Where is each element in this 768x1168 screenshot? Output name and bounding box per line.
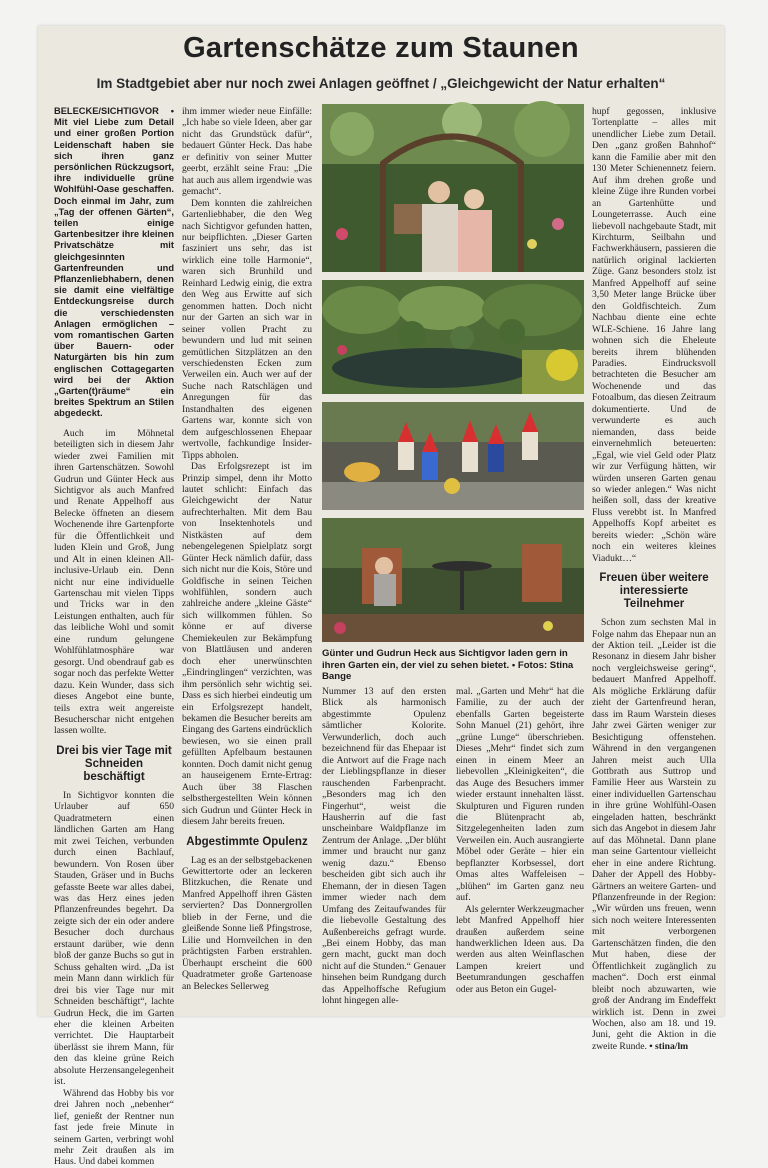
photo-couple-arbor	[322, 104, 584, 272]
photo-garden-gnomes	[322, 402, 584, 510]
body-paragraph: In Sichtigvor konnten die Urlauber auf 650 Quadratmetern einen ländlichen Garten am Hang mit zwei Teichen, verbunden durch einen Bachlauf, bewundern. Von Rosen über Stauden, Gräser und in Buchs gefasste Beete war alles dabei, was das Herz eines jeden Pflanzenfreundes begehrt. Da zeigte sich der ein oder andere Besucher doch durchaus erstaunt darüber, wie denn bloß der ganze Buchs so gut in Schuss gehalten wird. „Da ist mein Mann dann wirklich für drei bis vier Tage nur mit Schneiden beschäftigt“, lachte Gudrun Heck, die im Garten eher die kleinen Arbeiten verrichtet. Die Hauptarbeit überlässt sie ihrem Mann, für den das kleine grüne Reich absolute Herzensangelegenheit ist.	[54, 789, 174, 1088]
subheadline: Im Stadtgebiet aber nur noch zwei Anlagen geöffnet / „Gleichgewicht der Natur erhalten“	[96, 76, 666, 91]
column-4	[456, 686, 584, 995]
lead-body: • Mit viel Liebe zum Detail und einer großen Portion Leidenschaft haben sie sich ihren ganz persönlichen Rückzugsort, ihre individuelle grüne Wohlfühl-Oase geschaffen. Doch einmal im Jahr, zum „Tag der offenen Gärten“, teilen einige Gartenbesitzer ihre kleinen Privatschätze mit gleichgesinnten Gartenfreunden und Pflanzenliebhabern, denen sie damit eine vielfältige Entdeckungsreise durch die verschiedensten Anlagen ermöglichen – vom romantischen Garten über Bauern- oder Naturgärten bis hin zum englischen Cottagegarten wird bei der Aktion „Garten(t)räume“ ein breites Spektrum an Stilen abgedeckt.	[54, 106, 174, 419]
column-5	[592, 106, 716, 1052]
couple-photo-graphic	[322, 104, 584, 272]
subheading-schneiden: Drei bis vier Tage mit Schneiden beschäftigt	[56, 744, 172, 783]
pond-photo-graphic	[322, 280, 584, 394]
subheading-teilnehmer: Freuen über weitere interessierte Teilnehmer	[599, 572, 709, 611]
author-signature: • stina/lm	[649, 1040, 689, 1052]
column-3	[322, 686, 446, 1007]
column-2	[182, 106, 312, 992]
newspaper-clipping	[38, 26, 724, 1168]
headline: Gartenschätze zum Staunen	[183, 32, 579, 64]
subheading-opulenz: Abgestimmte Opulenz	[186, 835, 308, 848]
body-paragraph: Dem konnten die zahlreichen Gartenliebhaber, die den Weg nach Sichtigvor gefunden hatten, nur beipflichten. „Dieser Garten fasziniert uns sehr, das ist wirklich eine tolle Harmonie“, waren sich Brunhild und Reinhard Ledwig einig, die extra den Weg aus Erwitte auf sich genommen hatten. Doch nicht nur der Garten an sich war in seiner vollen Pracht zu bewundern und lud mit seinen gemütlichen Sitzplätzen an den verschiedensten Ecken zum Verweilen ein. Auch wer auf der Suche nach Ratschlägen und Anregungen für das Instandhalten des eigenen Gartens war, konnte sich von dem aufgeschlossenen Ehepaar wertvolle, fachkundige Insider-Tipps abholen.	[182, 197, 312, 461]
dateline: BELECKE/SICHTIGVOR	[54, 106, 159, 116]
body-text: Schon zum sechsten Mal in Folge nahm das Ehepaar nun an der Aktion teil. „Leider ist die Resonanz in diesem Jahr bisher noch vergleichsweise gering“, bedauert Manfred Appelhoff. Als mögliche Erklärung dafür zieht der Gartenfreund heran, dass im Raum Warstein dieses Jahr zwei Gärten weniger zur Besichtigung offenstehen. Während in den vergangenen Jahren meist auch Ulla Gottbrath aus Suttrop und Familie Heer aus Warstein zu einer individuellen Gartenschau in ihre grüne Wohlfühl-Oasen eingeladen hatten, beschränkt sich das Angebot in diesem Jahr auf das Möhnetal. Dann plane man seine Gartentour vielleicht eher in eine andere Richtung. Daher der Appell des Hobby-Gärtners an weitere Garten- und Pflanzenfreunde in der Region: „Wir würden uns freuen, wenn sich noch weitere Interessenten mit verborgenen Gartenschätzen finden, die den Mut haben, diese der Öffentlichkeit zugänglich zu machen“. Doch erst einmal bleibt noch abzuwarten, wie groß der Andrang im Endeffekt wirklich ist. Denn in zwei Wochen, also am 18. und 19. Juni, geht die Aktion in die zweite Runde.	[592, 617, 716, 1052]
body-paragraph: Während das Hobby bis vor drei Jahren noch „nebenher“ lief, genießt der Rentner nun fast jede freie Minute in seinem Garten, verbringt wohl mehr Zeit draußen als im Haus. Und dabei kommen	[54, 1087, 174, 1168]
body-paragraph: Auch im Möhnetal beteiligten sich in diesem Jahr wieder zwei Familien mit ihren Gartenschätzen. Sowohl Gudrun und Günter Heck aus Sichtigvor als auch Manfred und Renate Appelhoff aus Belecke öffneten an diesem Wochenende ihre Gartenpforte für die Öffentlichkeit und luden Klein und Groß, Jung und Alt in einen kleinen All-inclusive-Urlaub ein. Denn nicht nur eine individuelle Gartenschau mit vielen Tipps und Tricks war in den Leistungen enthalten, auch für das leibliche Wohl und somit eine rundum gelungene Wohlfühlatmosphäre war gesorgt. Und obendrauf gab es sogar noch das perfekte Wetter dazu. Kein Wunder, dass sich dieses Angebot eine bunte, teils extra weit angereiste Besucherschar nicht entgehen lassen wollte.	[54, 427, 174, 737]
photo-patio-seating	[322, 518, 584, 642]
body-paragraph: Das Erfolgsrezept ist im Prinzip simpel, denn ihr Motto lautet schlicht: Einfach das Gleichgewicht der Natur aufrechterhalten. Mit dem Bau von Insektenhotels und Nistkästen auf dem nebengelegenen Spielplatz sorgt Günter Heck nämlich dafür, dass sich nicht nur die Kois, Störe und Goldfische in seinen Teichen wohlfühlen, sondern auch zahlreiche andere „kleine Gäste“ sich willkommen fühlen. So könne er auf diverse Chemiekeulen zur Bekämpfung von Blattläusen und anderen doch eher unerwünschten „Eindringlingen“ verzichten, was ihm persönlich sehr wichtig sei. Dass es sich hierbei eindeutig um ein Erfolgsrezept handelt, bekamen die Besucher bereits am Eingang des Gartens eindrücklich bewiesen, wo sie einen prall gefüllten Apfelbaum bestaunen konnten. Doch damit nicht genug an hauseigenem Ernte-Ertrag: Auch über 38 Flaschen selbsthergestellten Wein können sich Gudrun und Günter Heck in diesem Jahr bereits freuen.	[182, 461, 312, 828]
body-paragraph: Lag es an der selbstgebackenen Gewittertorte oder an leckeren Blitzkuchen, die Renate und Manfred Appelhoff ihren Gästen servierten? Das Donnergrollen blieb in der Ferne, und die gleißende Sonne ließ Pfingstrose, Lilie und Hornveilchen in den prächtigsten Farben erstrahlen. Überhaupt erscheint die 600 Quadratmeter große Gartenoase an Beleckes Sellerweg	[182, 854, 312, 992]
patio-photo-graphic	[322, 518, 584, 642]
body-paragraph: mal. „Garten und Mehr“ hat die Familie, zu der auch der ebenfalls Garten begeisterte Sohn Manuel (21) gehört, ihre „grüne Lunge“ überschrieben. Dieses „Mehr“ findet sich zum einen in einem Meer an liebevollen „Kleinigkeiten“, die das Auge des Besuchers immer wieder erstaunt innehalten lässt. Skulpturen und Figuren runden die Blütenpracht ab, Sitzgelegenheiten laden zum Verweilen ein. Auch ausrangierte Möbel oder Geräte – hier ein bepflanzter Korbsessel, dort Omas altes Waffeleisen – „blühen“ im Garten ganz neu auf.	[456, 686, 584, 904]
lead-paragraph	[54, 106, 174, 420]
gnomes-photo-graphic	[322, 402, 584, 510]
body-paragraph	[592, 617, 716, 1052]
body-paragraph: Nummer 13 auf den ersten Blick als harmonisch abgestimmte Opulenz sämtlicher Kolorite. Verwunderlich, doch auch bezeichnend für das Ehepaar ist die Antwort auf die Frage nach der Lieblingspflanze in dieser rauschenden Farbenpracht. „Besonders mag ich den Fingerhut“, weist die Hausherrin auf die fast unscheinbare Waldpflanze im Zentrum der Anlage. „Der blüht immer und braucht nur ganz wenig dazu.“ Ebenso bescheiden gibt sich auch ihr Ehemann, der in diesen Tagen immer wieder nach dem Umfang des Zeitaufwandes für die liebevolle Gestaltung des Außenbereichs gefragt wurde. „Bei einem Hobby, das man gern macht, guckt man doch nicht auf die Stunden.“ Genauer hinsehen beim Rundgang durch das Appelhoffsche Refugium lohnt hingegen alle-	[322, 686, 446, 1007]
photo-pond-garden	[322, 280, 584, 394]
body-paragraph: ihm immer wieder neue Einfälle: „Ich habe so viele Ideen, aber gar nicht das Grundstück dafür“, bedauert Günter Heck. Das habe er definitiv von seiner Mutter geerbt, erzählt seine Frau: „Die hat auch aus allem irgendwie was gemacht“.	[182, 106, 312, 198]
photo-caption	[322, 648, 584, 683]
body-paragraph: hupf gegossen, inklusive Tortenplatte – alles mit unendlicher Liebe zum Detail. Den „ganz großen Bahnhof“ kann die Familie aber mit den 130 Meter Schienennetz feiern. Auf ihm drehen große und kleine Züge ihre Runden vorbei an Gartenhütte und Loungeterrasse. Auch eine liebevoll nachgebaute Stadt, mit Kirchturm, Seilbahn und Fachwerkhäusern, passieren die natürlich original lackierten Züge. Ganz besonders stolz ist Manfred Appelhoff auf seine 3,50 Meter lange Brücke über den Goldfischteich. Zum Nachbau diente eine echte WLE-Schiene. 16 Jahre lang wohnen sich die Eheleute bereits ihrem blühenden Paradies. Eindrucksvoll betrachteten die Besucher am Wochenende und das Fotoalbum, das diesen Zeitraum dokumentierte. Und de verwunderte es auch niemanden, dass beide einvernehmlich beteuerten: „Egal, wie viel Geld oder Platz wir zur Verfügung hätten, wir würden unseren Garten genau so wieder anlegen.“ Was nicht heißen soll, dass der kreative Fluss verebbt ist. In Manfred Appelhoffs Kopf arbeitet es bereits wieder: „Schön wäre noch ein weiteres kleines Viadukt…“	[592, 106, 716, 564]
body-paragraph: Als gelernter Werkzeugmacher lebt Manfred Appelhoff hier draußen außerdem seine handwerklichen Ideen aus. Da werden aus alten Weinflaschen Lampen kreiert und Beetumrandungen geschaffen oder aus Beton ein Gugel-	[456, 903, 584, 995]
column-1	[54, 106, 174, 1168]
caption-text: Günter und Gudrun Heck aus Sichtigvor laden gern in ihren Garten ein, der viel zu sehen bietet.	[322, 648, 568, 671]
photo-credit: • Fotos: Stina Bange	[322, 659, 574, 683]
